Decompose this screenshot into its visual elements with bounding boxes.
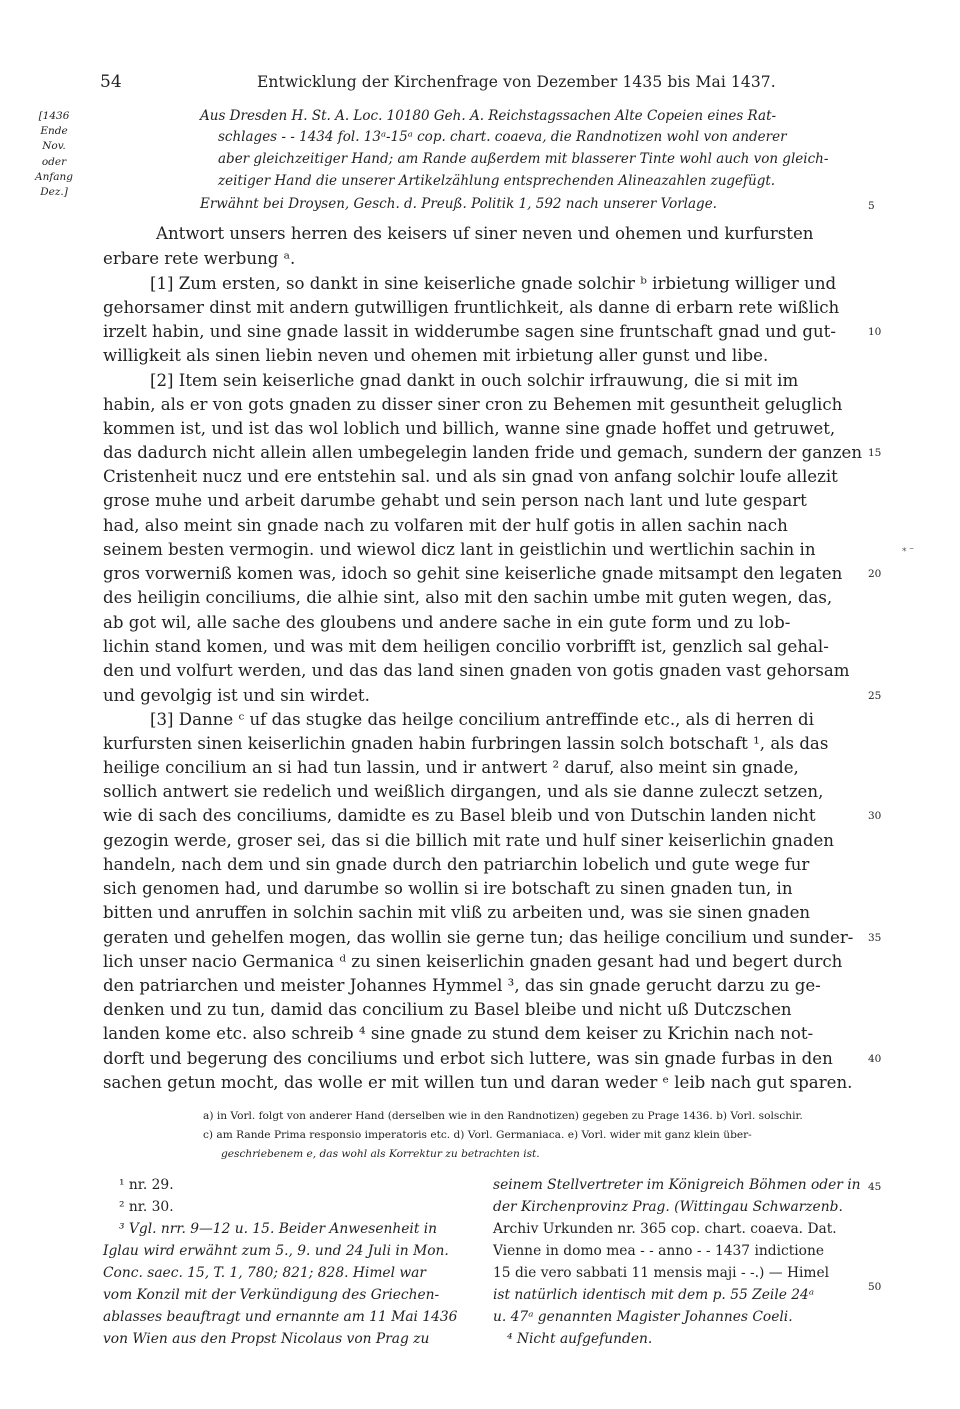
line-number: 35 [868,932,882,944]
margin-line: oder [41,155,67,168]
footnote-line: Vienne in domo mea - - anno - - 1437 indictione [493,1243,825,1259]
footnote-line: ⁴ Nicht aufgefunden. [507,1331,653,1347]
footnote-line: Archiv Urkunden nr. 365 cop. chart. coaeva. Dat. [493,1221,837,1237]
body-line: und gevolgig ist und sin wirdet. [103,686,370,705]
body-line: gros vorwerniß komen was, idoch so gehit sine keiserliche gnade mitsampt den legaten [103,564,843,583]
body-line: kommen ist, und ist das wol loblich und billich, wanne sine gnade hoffet und getruwet, [103,419,836,438]
body-line: sollich antwert sie redelich und weißlich dirgangen, und als sie danne zuleczt setzen, [103,782,824,801]
margin-line: Anfang [35,170,73,183]
source-line: Aus Dresden H. St. A. Loc. 10180 Geh. A. Reichstagssachen Alte Copeien eines Rat- [200,108,777,124]
margin-line: Dez.] [40,186,68,199]
footnote-line: seinem Stellvertreter im Königreich Böhmen oder in [493,1177,861,1193]
line-number: 10 [868,326,882,338]
footnote-line: der Kirchenprovinz Prag. (Wittingau Schwarzenb. [493,1199,843,1215]
line-number: 20 [868,568,882,580]
body-line: heilige concilium an si had tun lassin, und ir antwert ² daruf, also meint sin gnade, [103,758,799,777]
running-title: Entwicklung der Kirchenfrage von Dezember 1435 bis Mai 1437. [257,73,776,91]
body-line: had, also meint sin gnade nach zu volfaren mit der hulf gotis in allen sachin nach [103,516,788,535]
footnote-line: ² nr. 30. [119,1199,174,1215]
body-line: dorft und begerung des conciliums und erbot sich luttere, was sin gnade furbas in den [103,1049,833,1068]
page-header [100,72,860,96]
footnote-line: ³ Vgl. nrr. 9—12 u. 15. Beider Anwesenheit in [119,1221,438,1237]
footnote-line: ablasses beauftragt und ernannte am 11 Mai 1436 [103,1309,458,1325]
footnote-line: Iglau wird erwähnt zum 5., 9. und 24 Juli in Mon. [103,1243,449,1259]
text-note-line: a) in Vorl. folgt von anderer Hand (derselben wie in den Randnotizen) gegeben zu Prage 1436. b) Vorl. solschir. [203,1110,803,1122]
body-line: irzelt habin, und sine gnade lassit in widderumbe sagen sine fruntschaft gnad und gut- [103,322,836,341]
footnote-line: ¹ nr. 29. [119,1177,174,1193]
margin-line: Nov. [42,140,66,153]
text-note-line: geschriebenem e, das wohl als Korrektur zu betrachten ist. [221,1148,540,1160]
source-line: aber gleichzeitiger Hand; am Rande außerdem mit blasserer Tinte wohl auch von gleich- [218,151,829,167]
body-line: gehorsamer dinst mit andern gutwilligen fruntlichkeit, als danne di erbarn rete wißlich [103,298,840,317]
body-line: Cristenheit nucz und ere entstehin sal. und als sin gnad von anfang solchir loufe allezit [103,467,838,486]
source-line: Erwähnt bei Droysen, Gesch. d. Preuß. Politik 1, 592 nach unserer Vorlage. [200,196,717,212]
footnote-line: ist natürlich identisch mit dem p. 55 Zeile 24ᵃ [493,1287,815,1303]
footnote-line: von Wien aus den Propst Nicolaus von Prag zu [103,1331,430,1347]
body-line: den patriarchen und meister Johannes Hymmel ³, das sin gnade gerucht darzu zu ge- [103,976,821,995]
line-number: 45 [868,1181,882,1193]
line-number: 30 [868,810,882,822]
margin-mark: ⁎ – [902,544,914,554]
footnote-line: vom Konzil mit der Verkündigung des Griechen- [103,1287,440,1303]
body-line: lichin stand komen, und was mit dem heiligen concilio vorbrifft ist, genzlich sal gehal- [103,637,829,656]
body-line: sich genomen had, und darumbe so wollin si ire botschaft zu sinen gnaden tun, in [103,879,793,898]
page-number: 54 [100,72,122,92]
footnote-line: Conc. saec. 15, T. 1, 780; 821; 828. Himel war [103,1265,427,1281]
margin-line: [1436 [38,110,70,122]
source-line: zeitiger Hand die unserer Artikelzählung entsprechenden Alineazahlen zugefügt. [218,173,776,189]
body-line: willigkeit als sinen liebin neven und ohemen mit irbietung aller gunst und libe. [103,346,769,365]
body-line: handeln, nach dem und sin gnade durch den patriarchin lobelich und gute wege fur [103,855,810,874]
margin-date-note [22,109,86,200]
source-line: schlages - - 1434 fol. 13ᵃ-15ᵃ cop. chart. coaeva, die Randnotizen wohl von anderer [218,129,787,145]
footnote-line: 15 die vero sabbati 11 mensis maji - -.) — Himel [493,1265,830,1281]
line-number: 40 [868,1053,882,1065]
body-line: des heiligin conciliums, die alhie sint, also mit den sachin umbe mit guten wegen, das, [103,588,833,607]
body-line: denken und zu tun, damid das concilium zu Basel bleibe und nicht uß Dutczschen [103,1000,792,1019]
body-line: lich unser nacio Germanica ᵈ zu sinen keiserlichin gnaden gesant had und begert durch [103,952,843,971]
body-line: gezogin werde, groser sei, das si die billich mit rate und hulf siner keiserlichin gnaden [103,831,834,850]
body-line: Antwort unsers herren des keisers uf siner neven und ohemen und kurfursten [156,224,814,243]
body-line: [2] Item sein keiserliche gnad dankt in ouch solchir irfrauwung, die si mit im [150,371,799,390]
body-line: bitten und anruffen in solchin sachin mit vliß zu arbeiten und, was sie sinen gnaden [103,903,811,922]
body-line: [1] Zum ersten, so dankt in sine keiserliche gnade solchir ᵇ irbietung williger und [150,274,837,293]
body-line: erbare rete werbung ᵃ. [103,249,296,268]
body-line: kurfursten sinen keiserlichin gnaden habin furbringen lassin solch botschaft ¹, als das [103,734,829,753]
line-number: 15 [868,447,882,459]
margin-line: Ende [40,125,68,138]
text-note-line: c) am Rande Prima responsio imperatoris etc. d) Vorl. Germaniaca. e) Vorl. wider mit ganz klein über- [203,1129,752,1141]
body-line: landen kome etc. also schreib ⁴ sine gnade zu stund dem keiser zu Krichin nach not- [103,1024,814,1043]
body-line: den und volfurt werden, und das das land sinen gnaden von gotis gnaden vast gehorsam [103,661,850,680]
line-number: 25 [868,690,882,702]
body-line: habin, als er von gots gnaden zu disser siner cron zu Behemen mit gesuntheit geluglich [103,395,843,414]
body-line: das dadurch nicht allein allen umbegelegin landen fride und gemach, sundern der ganzen [103,443,863,462]
footnote-line: u. 47ᵃ genannten Magister Johannes Coeli. [493,1309,793,1325]
body-line: grose muhe und arbeit darumbe gehabt und sein person nach lant und lute gespart [103,491,807,510]
body-line: wie di sach des conciliums, damidte es zu Basel bleib und von Dutschin landen nicht [103,806,816,825]
body-line: seinem besten vermogin. und wiewol dicz lant in geistlichin und wertlichin sachin in [103,540,816,559]
line-number: 50 [868,1281,882,1293]
body-line: sachen getun mocht, das wolle er mit willen tun und daran weder ᵉ leib nach gut sparen. [103,1073,853,1092]
body-line: [3] Danne ᶜ uf das stugke das heilge concilium antreffinde etc., als di herren di [150,710,814,729]
body-line: geraten und gehelfen mogen, das wollin sie gerne tun; das heilige concilium und sunder- [103,928,854,947]
line-number: 5 [868,200,875,212]
body-line: ab got wil, alle sache des gloubens und andere sache in ein gute form und zu lob- [103,613,791,632]
